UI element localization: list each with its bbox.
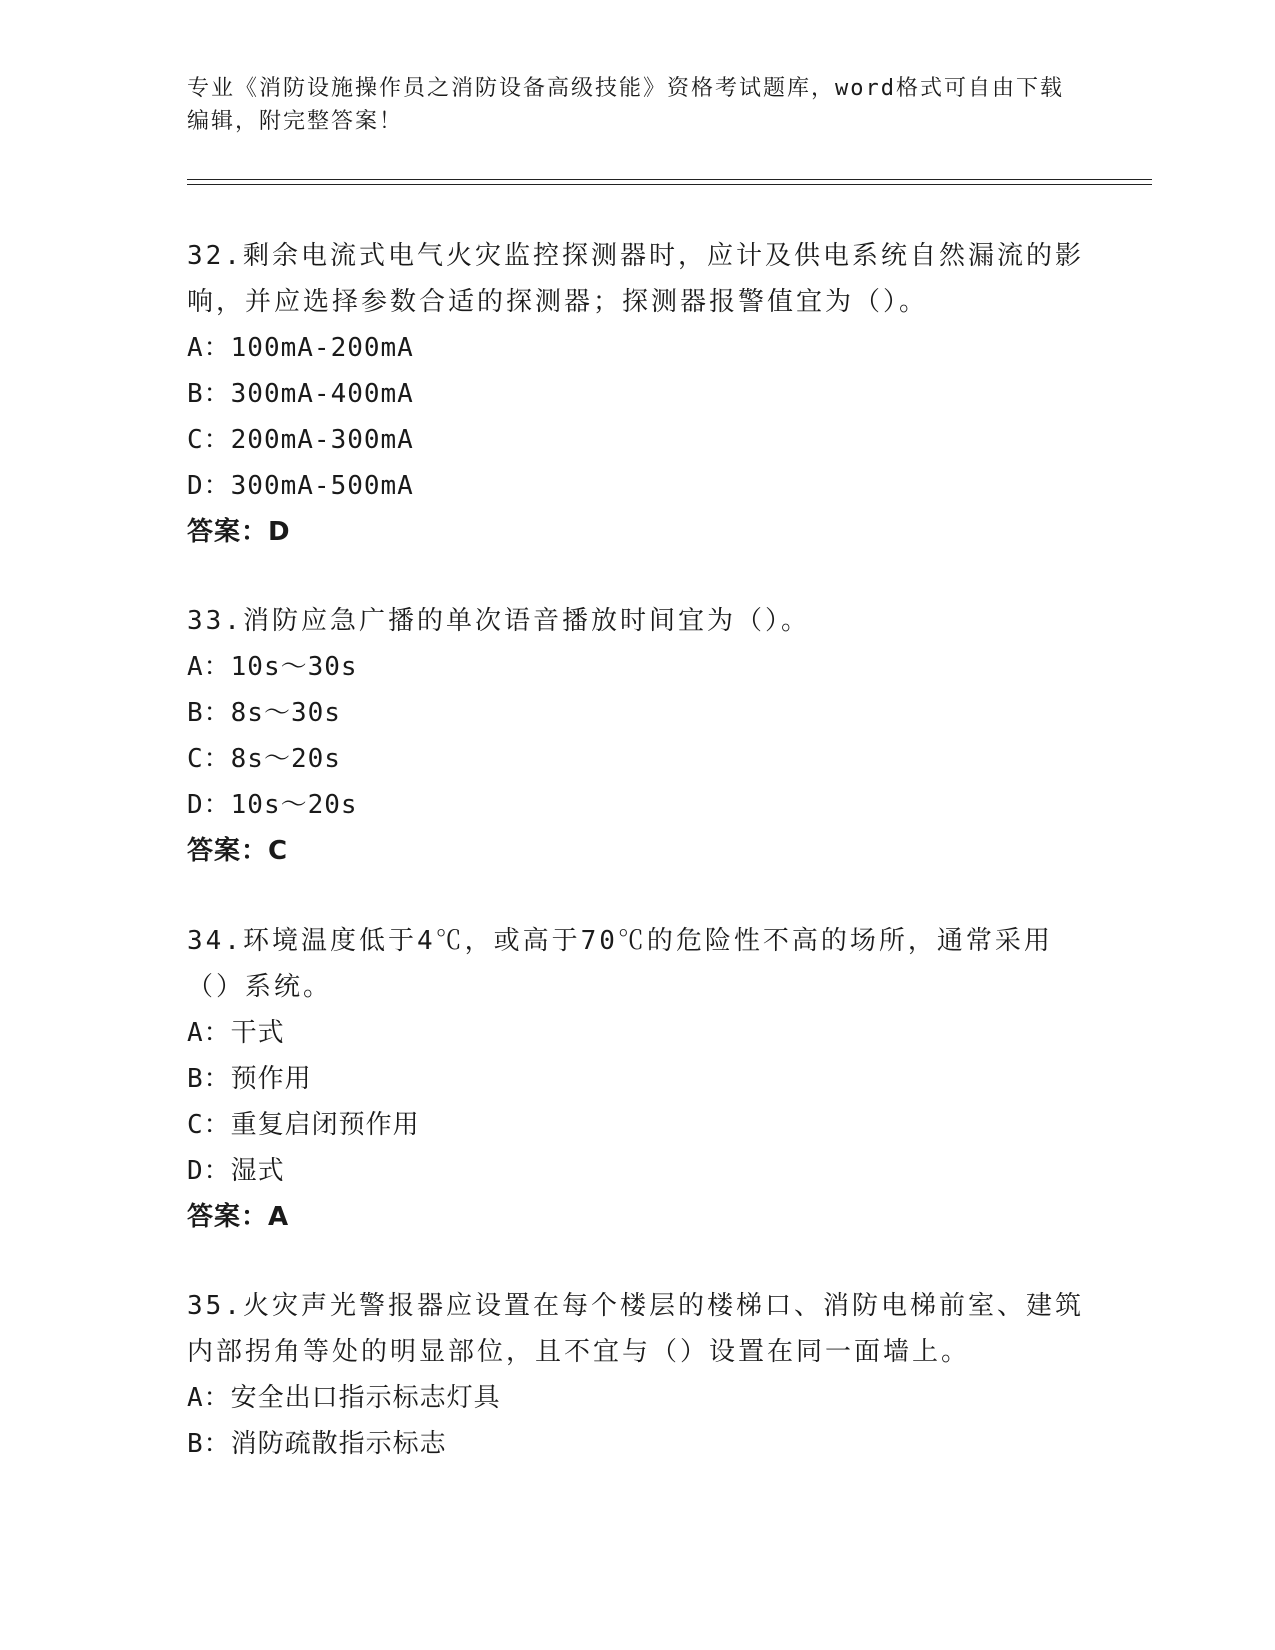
question-stem: 35.火灾声光警报器应设置在每个楼层的楼梯口、消防电梯前室、建筑内部拐角等处的明显部位，且不宜与（）设置在同一面墙上。 xyxy=(187,1291,1084,1367)
header-divider-top xyxy=(187,179,1152,180)
option-d: D：10s～20s xyxy=(187,790,358,820)
option-b: B：预作用 xyxy=(187,1064,312,1094)
option-c: C：8s～20s xyxy=(187,744,341,774)
document-header: 专业《消防设施操作员之消防设备高级技能》资格考试题库，word格式可自由下载编辑，附完整答案！ xyxy=(187,76,1064,134)
option-d: D：300mA-500mA xyxy=(187,471,414,501)
question-stem: 32.剩余电流式电气火灾监控探测器时，应计及供电系统自然漏流的影响，并应选择参数合适的探测器；探测器报警值宜为（）。 xyxy=(187,241,1084,317)
option-c: C：200mA-300mA xyxy=(187,425,414,455)
option-b: B：300mA-400mA xyxy=(187,379,414,409)
option-b: B：8s～30s xyxy=(187,698,341,728)
option-a: A：干式 xyxy=(187,1018,285,1048)
header-divider-bottom xyxy=(187,184,1152,185)
question-35 xyxy=(187,1283,1087,1467)
answer: 答案：C xyxy=(187,836,289,866)
question-33 xyxy=(187,598,1087,874)
option-a: A：安全出口指示标志灯具 xyxy=(187,1383,501,1413)
question-34 xyxy=(187,918,1087,1240)
question-32 xyxy=(187,233,1087,555)
option-d: D：湿式 xyxy=(187,1156,285,1186)
question-stem: 34.环境温度低于4℃，或高于70℃的危险性不高的场所，通常采用（）系统。 xyxy=(187,926,1053,1002)
option-c: C：重复启闭预作用 xyxy=(187,1110,420,1140)
option-a: A：100mA-200mA xyxy=(187,333,414,363)
question-stem: 33.消防应急广播的单次语音播放时间宜为（）。 xyxy=(187,606,810,636)
option-b: B：消防疏散指示标志 xyxy=(187,1429,447,1459)
answer: 答案：D xyxy=(187,517,291,547)
answer: 答案：A xyxy=(187,1202,290,1232)
option-a: A：10s～30s xyxy=(187,652,358,682)
